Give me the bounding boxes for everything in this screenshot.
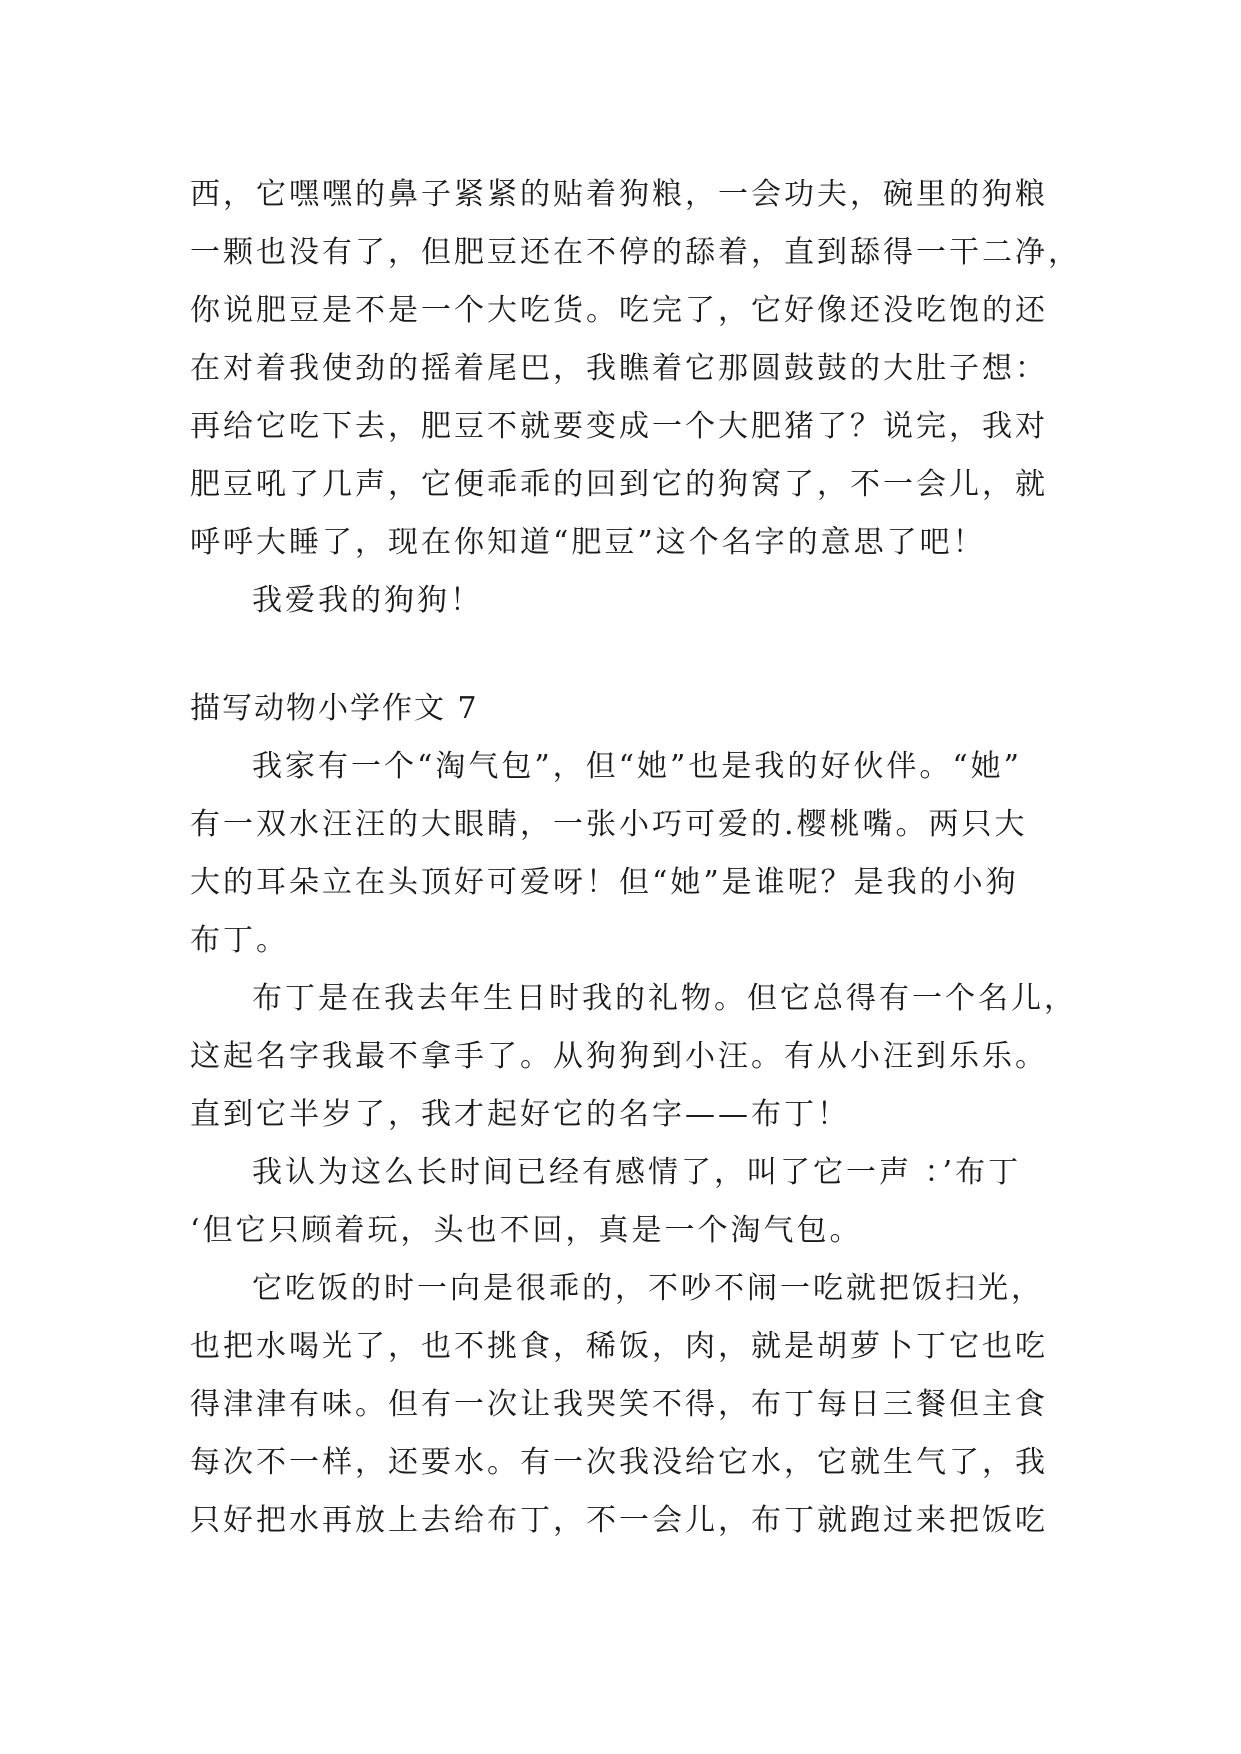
text-line: 大的耳朵立在头顶好可爱呀！但“她”是谁呢？是我的小狗 [190,865,1019,900]
text-line: 有一双水汪汪的大眼睛，一张小巧可爱的.樱桃嘴。两只大 [190,807,1028,842]
text-line: 只好把水再放上去给布丁，不一会儿，布丁就跑过来把饭吃 [190,1503,1048,1538]
paragraph [190,970,1077,1144]
text-line: 布丁。 [190,923,289,958]
text-line: 布丁是在我去年生日时我的礼物。但它总得有一个名儿， [252,981,1077,1016]
text-line: 也把水喝光了，也不挑食，稀饭，肉，就是胡萝卜丁它也吃 [190,1329,1048,1364]
document-body [190,166,1081,1550]
paragraph [190,1260,1070,1550]
text-line: 西，它嘿嘿的鼻子紧紧的贴着狗粮，一会功夫，碗里的狗粮 [190,177,1048,212]
text-line: 在对着我使劲的摇着尾巴，我瞧着它那圆鼓鼓的大肚子想： [190,351,1048,386]
text-line: 我家有一个“淘气包”，但“她”也是我的好伙伴。“她” [252,749,1023,784]
paragraph-continued [190,166,1081,572]
text-line: ‘但它只顾着玩，头也不回，真是一个淘气包。 [190,1213,863,1248]
text-line: 你说肥豆是不是一个大吃货。吃完了，它好像还没吃饱的还 [190,293,1048,328]
text-line: 呼呼大睡了，现在你知道“肥豆”这个名字的意思了吧！ [190,525,986,560]
text-line: 这起名字我最不拿手了。从狗狗到小汪。有从小汪到乐乐。 [190,1039,1048,1074]
text-line: 肥豆吼了几声，它便乖乖的回到它的狗窝了，不一会儿，就 [190,467,1048,502]
text-line: 一颗也没有了，但肥豆还在不停的舔着，直到舔得一干二净， [190,235,1081,270]
text-line: 直到它半岁了，我才起好它的名字——布丁！ [190,1097,850,1132]
text-line: 每次不一样，还要水。有一次我没给它水，它就生气了，我 [190,1445,1048,1480]
text-line: 我爱我的狗狗！ [252,583,483,618]
paragraph [190,738,1070,970]
paragraph [190,1144,1070,1260]
text-line: 得津津有味。但有一次让我哭笑不得，布丁每日三餐但主食 [190,1387,1048,1422]
text-line: 它吃饭的时一向是很乖的，不吵不闹一吃就把饭扫光， [252,1271,1044,1306]
paragraph-closing [190,572,1070,630]
text-line: 再给它吃下去，肥豆不就要变成一个大肥猪了？说完，我对 [190,409,1048,444]
section-heading: 描写动物小学作文 7 [190,691,479,726]
text-line: 我认为这么长时间已经有感情了，叫了它一声 ：’布丁 [252,1155,1022,1190]
section-spacer [190,630,1070,680]
